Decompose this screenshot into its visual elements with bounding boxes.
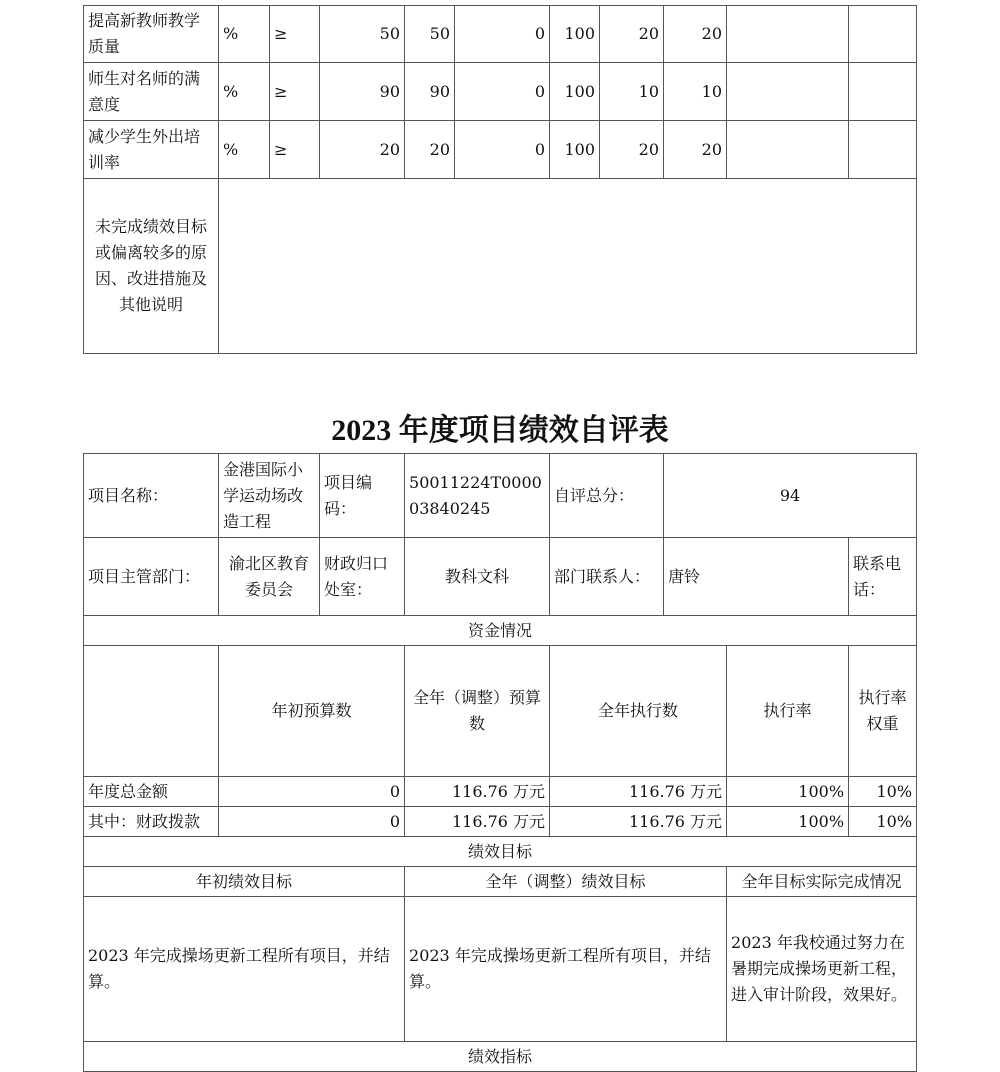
funds-weight: 10% [849, 777, 917, 807]
funds-rate: 100% [727, 777, 849, 807]
goals-header: 全年目标实际完成情况 [727, 867, 917, 897]
indicator-value: 90 [320, 63, 405, 121]
indicator-value: 10 [600, 63, 664, 121]
score-label: 自评总分： [550, 454, 664, 538]
indicator-value: 20 [600, 121, 664, 179]
finance-label: 财政归口处室： [320, 538, 405, 616]
funds-adjusted: 116.76 万元 [405, 807, 550, 837]
funds-executed: 116.76 万元 [550, 807, 727, 837]
funds-header: 全年（调整）预算数 [405, 646, 550, 777]
section-row [84, 616, 917, 646]
indicator-value: 0 [455, 6, 550, 63]
indicator-value: 0 [455, 63, 550, 121]
indicator-op: ≥ [270, 121, 320, 179]
project-code-label: 项目编码： [320, 454, 405, 538]
indicator-value: 20 [405, 121, 455, 179]
contact-label: 部门联系人： [550, 538, 664, 616]
indicator-unit: % [219, 63, 270, 121]
contact-value: 唐铃 [664, 538, 849, 616]
goals-header: 年初绩效目标 [84, 867, 405, 897]
project-name: 金港国际小学运动场改造工程 [219, 454, 320, 538]
goals-header-row [84, 867, 917, 897]
goal-adjusted: 2023 年完成操场更新工程所有项目，并结算。 [405, 897, 727, 1042]
dept-value: 渝北区教育委员会 [219, 538, 320, 616]
table-row [84, 6, 917, 63]
table-row [84, 807, 917, 837]
project-name-label: 项目名称： [84, 454, 219, 538]
table-row [84, 777, 917, 807]
indicator-value: 100 [550, 6, 600, 63]
funds-header: 年初预算数 [219, 646, 405, 777]
funds-section-title: 资金情况 [84, 616, 917, 646]
funds-header-row [84, 646, 917, 777]
note-row [84, 179, 917, 354]
goals-header: 全年（调整）绩效目标 [405, 867, 727, 897]
indicator-name: 减少学生外出培训率 [84, 121, 219, 179]
section-row [84, 837, 917, 867]
indicator-name: 提高新教师教学质量 [84, 6, 219, 63]
goals-section-title: 绩效目标 [84, 837, 917, 867]
note-label: 未完成绩效目标或偏离较多的原因、改进措施及其他说明 [84, 179, 219, 354]
table-row [84, 454, 917, 538]
indicator-value: 20 [664, 121, 727, 179]
indicator-value: 0 [455, 121, 550, 179]
score-value: 94 [664, 454, 917, 538]
indicator-value: 100 [550, 63, 600, 121]
indicator-op: ≥ [270, 63, 320, 121]
indicator-value: 90 [405, 63, 455, 121]
dept-label: 项目主管部门： [84, 538, 219, 616]
indicator-name: 师生对名师的满意度 [84, 63, 219, 121]
funds-row-label: 其中：财政拨款 [84, 807, 219, 837]
indicator-value: 50 [320, 6, 405, 63]
indicator-value: 10 [664, 63, 727, 121]
indicator-value: 20 [600, 6, 664, 63]
evaluation-table [83, 453, 917, 1072]
indicator-value: 50 [405, 6, 455, 63]
indicator-unit: % [219, 6, 270, 63]
indicator-unit: % [219, 121, 270, 179]
section-row [84, 1042, 917, 1072]
funds-adjusted: 116.76 万元 [405, 777, 550, 807]
funds-budget: 0 [219, 807, 405, 837]
project-code: 50011224T000003840245 [405, 454, 550, 538]
phone-label: 联系电话： [849, 538, 917, 616]
funds-header: 执行率权重 [849, 646, 917, 777]
funds-budget: 0 [219, 777, 405, 807]
indicator-value: 20 [320, 121, 405, 179]
page-title: 2023 年度项目绩效自评表 [331, 414, 669, 447]
note-content [219, 179, 917, 354]
indicators-section-title: 绩效指标 [84, 1042, 917, 1072]
funds-weight: 10% [849, 807, 917, 837]
funds-header: 全年执行数 [550, 646, 727, 777]
funds-executed: 116.76 万元 [550, 777, 727, 807]
finance-value: 教科文科 [405, 538, 550, 616]
table-row [84, 121, 917, 179]
goal-actual: 2023 年我校通过努力在暑期完成操场更新工程，进入审计阶段，效果好。 [727, 897, 917, 1042]
table-row [84, 63, 917, 121]
funds-row-label: 年度总金额 [84, 777, 219, 807]
indicator-table [83, 5, 917, 354]
goals-content-row [84, 897, 917, 1042]
funds-rate: 100% [727, 807, 849, 837]
indicator-value: 100 [550, 121, 600, 179]
table-row [84, 538, 917, 616]
goal-initial: 2023 年完成操场更新工程所有项目，并结算。 [84, 897, 405, 1042]
funds-header: 执行率 [727, 646, 849, 777]
indicator-value: 20 [664, 6, 727, 63]
indicator-op: ≥ [270, 6, 320, 63]
